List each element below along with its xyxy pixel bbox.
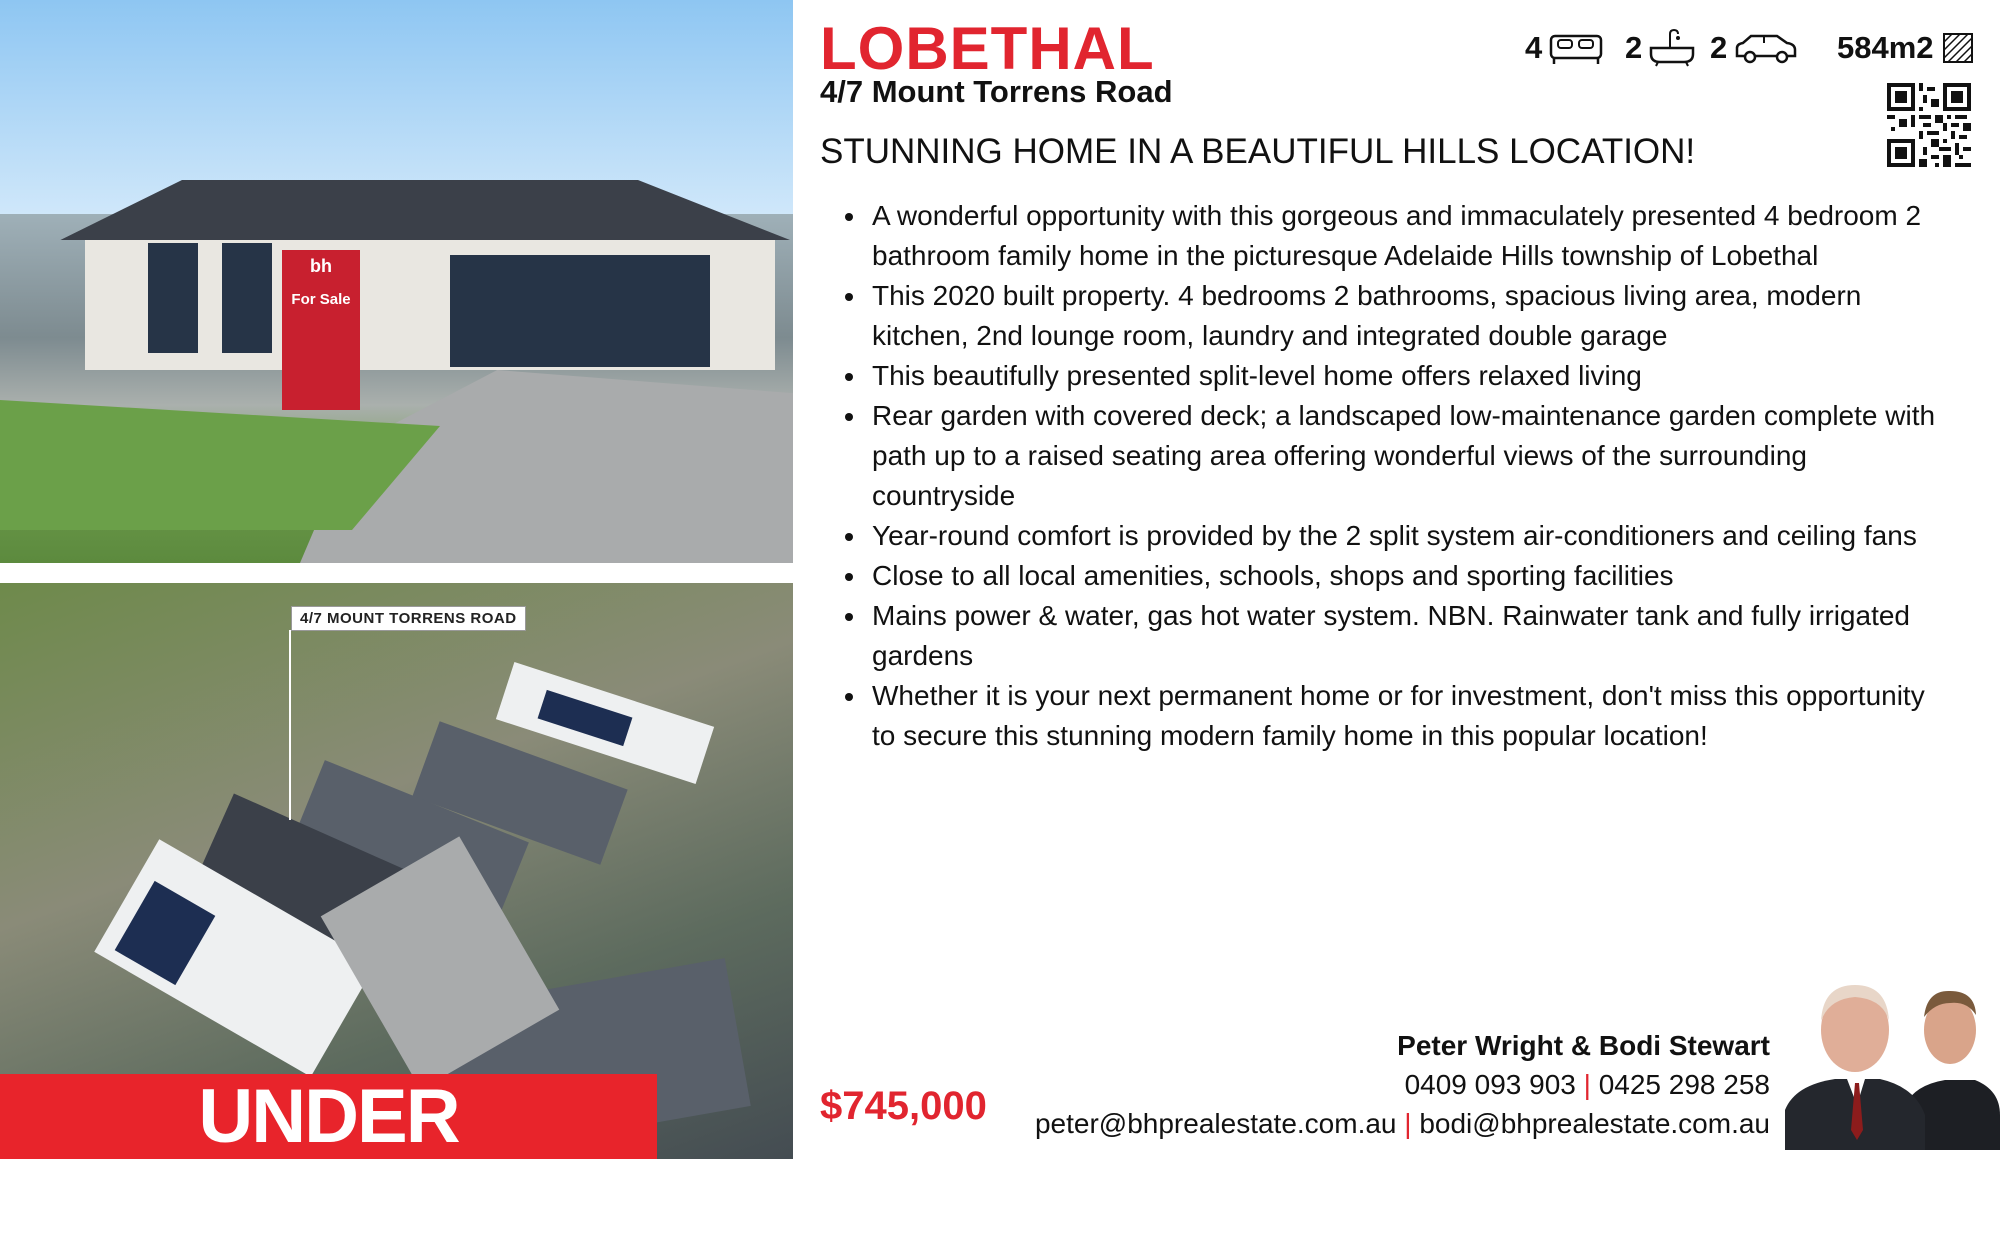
price: $745,000 [820,1084,987,1128]
agent-photo [1785,955,2000,1150]
aerial-photo [0,583,793,1159]
garage-door [450,255,710,367]
agent-phones [1405,1069,1770,1101]
sign-brand: bh [310,256,332,276]
aerial-address-label: 4/7 MOUNT TORRENS ROAD [291,606,526,631]
agent-email-1[interactable]: peter@bhprealestate.com.au [1034,1108,1397,1139]
property-address: 4/7 Mount Torrens Road [820,74,1173,109]
agent-emails [1035,1108,1770,1140]
address-pin-line [289,630,291,820]
agent-phone-1[interactable]: 0409 093 903 [1404,1069,1576,1100]
house-front-photo [0,0,793,563]
car-icon [1733,28,1799,68]
list-item: • This 2020 built property. 4 bedrooms 2 bathrooms, spacious living area, modern kitchen, 2nd lounge room, laundry and integrated double garage [868,276,1948,356]
bathrooms-count: 2 [1625,30,1643,65]
land-size-value: 584m2 [1837,30,1934,65]
agent-email-2[interactable]: bodi@bhprealestate.com.au [1419,1108,1770,1139]
feature-bullet-list [842,196,1948,756]
agent-names: Peter Wright & Bodi Stewart [1397,1030,1770,1061]
list-item: • Mains power & water, gas hot water system. NBN. Rainwater tank and fully irrigated gardens [868,596,1948,676]
sign-title: For Sale [291,291,351,308]
separator: | [1404,1108,1412,1139]
car-spaces-feature [1710,28,1799,68]
bed-icon [1548,28,1604,68]
list-item: • Rear garden with covered deck; a landscaped low-maintenance garden complete with path up to a raised seating area offering wonderful views of the surrounding countryside [868,396,1948,516]
listing-headline: STUNNING HOME IN A BEAUTIFUL HILLS LOCATION! [820,132,1696,171]
list-item: • A wonderful opportunity with this gorgeous and immaculately presented 4 bedroom 2 bathroom family home in the picturesque Adelaide Hills township of Lobethal [868,196,1948,276]
window [148,243,198,353]
list-item: • Close to all local amenities, schools, shops and sporting facilities [868,556,1948,596]
list-item: • This beautifully presented split-level home offers relaxed living [868,356,1948,396]
list-item: • Whether it is your next permanent home or for investment, don't miss this opportunity to secure this stunning modern family home in this popular location! [868,676,1948,756]
list-item: • Year-round comfort is provided by the 2 split system air-conditioners and ceiling fans [868,516,1948,556]
window [222,243,272,353]
agent-phone-2[interactable]: 0425 298 258 [1598,1069,1770,1100]
house-roof [30,180,790,240]
under-contract-banner: UNDER CONTRACT [0,1074,657,1159]
bath-icon [1648,28,1696,68]
qr-code-icon[interactable] [1887,83,1971,167]
for-sale-sign [282,250,360,410]
car-spaces-count: 2 [1710,30,1728,65]
land-size-feature [1837,28,1976,68]
separator: | [1583,1069,1591,1100]
suburb-title: LOBETHAL [820,15,1155,82]
bedrooms-count: 4 [1525,30,1543,65]
bathrooms-feature [1625,28,1696,68]
land-icon [1940,28,1976,68]
bedrooms-feature [1525,28,1604,68]
